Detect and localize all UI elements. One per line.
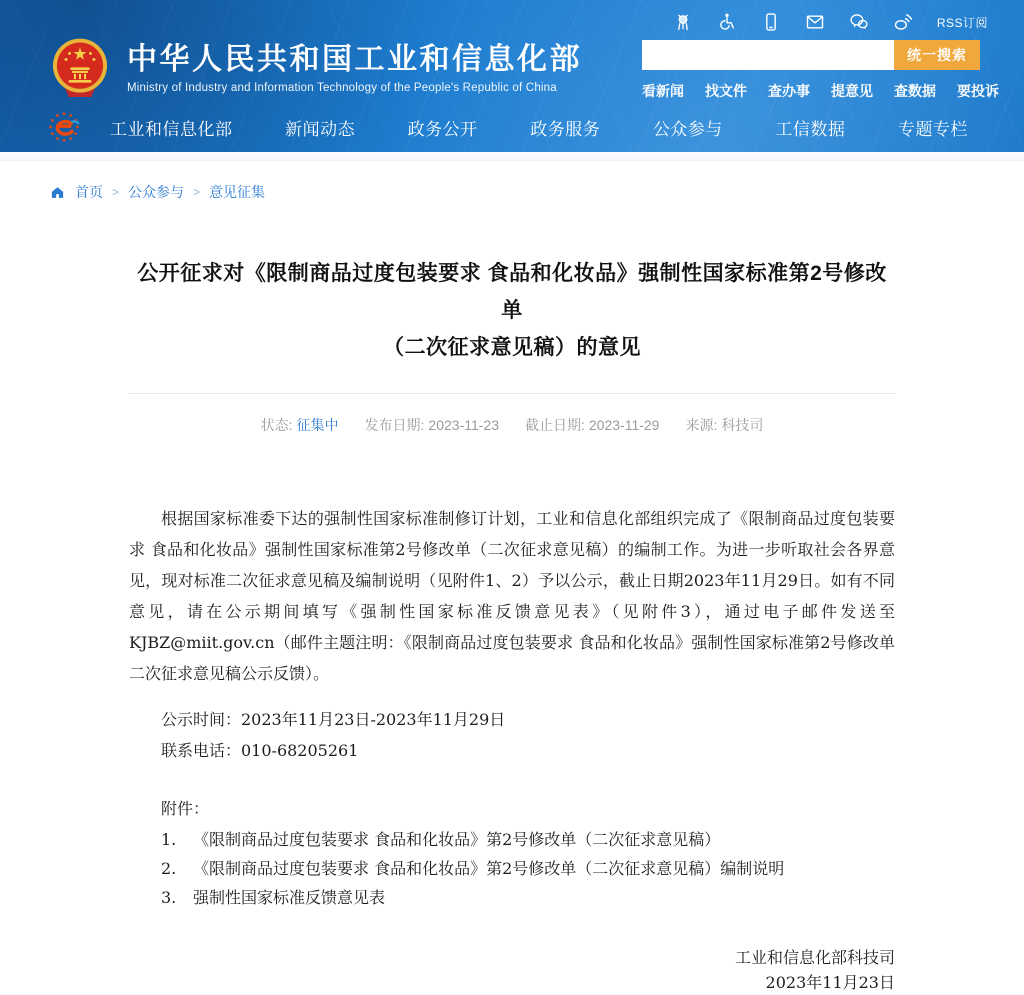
article-title-line1: 公开征求对《限制商品过度包装要求 食品和化妆品》强制性国家标准第2号修改单 [137,262,887,322]
quick-link-documents[interactable]: 找文件 [705,83,747,99]
quick-links [642,81,999,101]
search-input[interactable] [642,40,894,70]
nav-item-public-participation[interactable]: 公众参与 [652,119,723,139]
topbar [0,0,1024,34]
site-header [0,0,1024,152]
meta-publish-date: 发布日期: 2023-11-23 [364,417,499,433]
notice-time: 公示时间：2023年11月23日-2023年11月29日 [161,710,506,729]
breadcrumb-separator: > [193,185,201,199]
meta-status: 状态: 征集中 [260,417,339,433]
site-subtitle: Ministry of Industry and Information Technology of the People's Republic of China [127,82,557,94]
article-title-line2: （二次征求意见稿）的意见 [383,336,641,359]
attachment-link-1[interactable]: 1. 《限制商品过度包装要求 食品和化妆品》第2号修改单（二次征求意见稿） [161,830,721,849]
header-main [0,34,1024,104]
national-emblem-logo[interactable] [45,36,115,104]
breadcrumb [0,161,1024,202]
signature-department: 工业和信息化部科技司 [734,948,895,967]
breadcrumb-home[interactable]: 首页 [75,184,103,200]
title-divider [129,393,895,394]
quick-link-data[interactable]: 查数据 [894,83,936,99]
quick-link-suggestions[interactable]: 提意见 [831,83,873,99]
mascot-icon[interactable] [673,12,693,32]
article-title [129,255,895,366]
nav-item-news[interactable]: 新闻动态 [285,119,356,139]
accessibility-icon[interactable] [717,12,737,32]
header-strip [0,152,1024,161]
nav-item-gov-open[interactable]: 政务公开 [407,119,478,139]
nav-item-special-topics[interactable]: 专题专栏 [897,119,968,139]
breadcrumb-separator: > [112,185,120,199]
e-government-logo[interactable] [48,111,80,143]
article [129,255,895,995]
nav-item-miit[interactable]: 工业和信息化部 [110,119,233,139]
wechat-icon[interactable] [849,12,869,32]
status-badge: 征集中 [296,417,339,433]
nav-items [110,115,968,140]
main-nav [0,102,1024,152]
quick-link-services[interactable]: 查办事 [768,83,810,99]
quick-link-news[interactable]: 看新闻 [642,83,684,99]
nav-item-gov-services[interactable]: 政务服务 [530,119,601,139]
article-paragraph: 根据国家标准委下达的强制性国家标准制修订计划，工业和信息化部组织完成了《限制商品过度包装要求 食品和化妆品》强制性国家标准第2号修改单（二次征求意见稿）的编制工作。为进一步听取社会各界意见，现对标准二次征求意见稿及编制说明（见附件1、2）予以公示，截止日期2023年11月29日。如有不同意见，请在公示期间填写《强制性国家标准反馈意见表》（见附件3），通过电子邮件发送至KJBZ@miit.gov.cn（邮件主题注明：《限制商品过度包装要求 食品和化妆品》强制性国家标准第2号修改单二次征求意见稿公示反馈）。 [129,509,895,683]
article-meta [129,415,895,435]
site-title: 中华人民共和国工业和信息化部 [127,43,582,76]
meta-deadline-date: 截止日期: 2023-11-29 [525,417,660,433]
brand [45,36,582,104]
attachments-label: 附件： [161,799,210,818]
attachment-link-2[interactable]: 2. 《限制商品过度包装要求 食品和化妆品》第2号修改单（二次征求意见稿）编制说明 [161,859,785,878]
search-area [642,36,999,104]
contact-phone: 联系电话：010-68205261 [161,741,359,760]
breadcrumb-public-participation[interactable]: 公众参与 [128,184,185,200]
breadcrumb-opinion-collection[interactable]: 意见征集 [209,184,266,200]
quick-link-complaints[interactable]: 要投诉 [957,83,999,99]
rss-subscribe-link[interactable]: RSS订阅 [936,15,988,30]
brand-text [127,36,582,94]
meta-source: 来源: 科技司 [685,417,764,433]
attachments-list [129,825,895,912]
mail-icon[interactable] [805,12,825,32]
unified-search-button[interactable]: 统一搜索 [894,40,980,70]
signature-block [129,945,895,995]
signature-date: 2023年11月23日 [765,973,895,992]
attachment-link-3[interactable]: 3. 强制性国家标准反馈意见表 [161,888,386,907]
weibo-icon[interactable] [893,12,913,32]
home-icon[interactable] [50,185,66,200]
nav-item-industry-data[interactable]: 工信数据 [775,119,846,139]
mobile-icon[interactable] [761,12,781,32]
